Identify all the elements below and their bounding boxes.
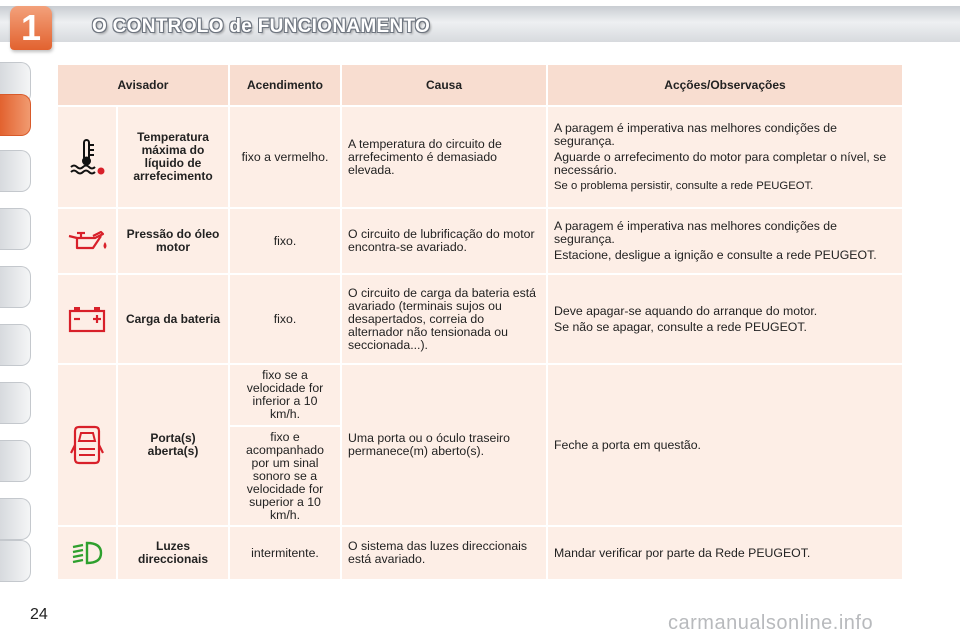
action-text: A paragem é imperativa nas melhores condições de segurança. bbox=[554, 219, 837, 246]
lighting-state: fixo. bbox=[230, 209, 340, 273]
warning-name: Pressão do óleo motor bbox=[118, 209, 228, 273]
side-tab[interactable] bbox=[0, 540, 31, 582]
column-header-accoes: Acções/Observações bbox=[548, 65, 902, 105]
chapter-number-badge: 1 bbox=[10, 6, 52, 50]
chapter-side-tabs bbox=[0, 62, 36, 582]
action-text: Estacione, desligue a ignição e consulte a rede PEUGEOT. bbox=[554, 248, 877, 262]
side-tab[interactable] bbox=[0, 498, 31, 540]
warning-name: Temperatura máxima do líquido de arrefecimento bbox=[118, 107, 228, 207]
door-open-icon bbox=[58, 365, 116, 525]
action-text: A paragem é imperativa nas melhores condições de segurança. bbox=[554, 120, 837, 148]
table-row bbox=[58, 209, 902, 273]
table-row bbox=[58, 527, 902, 579]
column-header-acendimento: Acendimento bbox=[230, 65, 340, 105]
action-text: Feche a porta em questão. bbox=[554, 437, 701, 452]
action-text: Se o problema persistir, consulte a rede PEUGEOT. bbox=[554, 179, 814, 192]
warning-name: Porta(s) aberta(s) bbox=[118, 365, 228, 525]
warning-lights-table bbox=[56, 63, 904, 581]
action-text: Deve apagar-se aquando do arranque do motor. bbox=[554, 303, 818, 318]
side-tab[interactable] bbox=[0, 266, 31, 308]
side-tab[interactable] bbox=[0, 324, 31, 366]
warning-name: Luzes direccionais bbox=[118, 527, 228, 579]
cause-text: O sistema das luzes direccionais está avariado. bbox=[342, 527, 546, 579]
action-text: Se não se apagar, consulte a rede PEUGEOT. bbox=[554, 319, 807, 334]
actions-cell bbox=[548, 275, 902, 363]
oil-pressure-icon bbox=[58, 209, 116, 273]
battery-icon bbox=[58, 275, 116, 363]
side-tab[interactable] bbox=[0, 440, 31, 482]
side-tab[interactable] bbox=[0, 382, 31, 424]
page-number: 24 bbox=[30, 606, 48, 623]
cause-text: O circuito de lubrificação do motor encontra-se avariado. bbox=[342, 209, 546, 273]
actions-cell bbox=[548, 365, 902, 525]
lighting-state: fixo se a velocidade for inferior a 10 km/h. bbox=[230, 365, 340, 425]
lighting-state-secondary: fixo e acompanhado por um sinal sonoro se a velocidade for superior a 10 km/h. bbox=[230, 427, 340, 525]
lighting-state: fixo a vermelho. bbox=[230, 107, 340, 207]
cause-text: A temperatura do circuito de arrefecimento é demasiado elevada. bbox=[342, 107, 546, 207]
cause-text: O circuito de carga da bateria está avariado (terminais sujos ou desapertados, correia do alternador não tensionada ou seccionada...). bbox=[342, 275, 546, 363]
actions-cell bbox=[548, 107, 902, 207]
table-row bbox=[58, 275, 902, 363]
page-title: O CONTROLO de FUNCIONAMENTO bbox=[92, 16, 431, 37]
action-text: Mandar verificar por parte da Rede PEUGEOT. bbox=[554, 545, 811, 560]
page-header bbox=[0, 0, 960, 50]
side-tab[interactable] bbox=[0, 150, 31, 192]
column-header-causa: Causa bbox=[342, 65, 546, 105]
side-tab[interactable] bbox=[0, 208, 31, 250]
table-header-row bbox=[58, 65, 902, 105]
side-tab-active[interactable] bbox=[0, 94, 31, 136]
indicator-lights-icon bbox=[58, 527, 116, 579]
actions-cell bbox=[548, 209, 902, 273]
table-row bbox=[58, 365, 902, 425]
warning-name: Carga da bateria bbox=[118, 275, 228, 363]
action-text: Aguarde o arrefecimento do motor para completar o nível, se necessário. bbox=[554, 149, 887, 177]
actions-cell bbox=[548, 527, 902, 579]
watermark-text: carmanualsonline.info bbox=[668, 612, 874, 634]
lighting-state: fixo. bbox=[230, 275, 340, 363]
cause-text: Uma porta ou o óculo traseiro permanece(m) aberto(s). bbox=[342, 365, 546, 525]
coolant-temperature-icon bbox=[58, 107, 116, 207]
table-row bbox=[58, 107, 902, 207]
lighting-state: intermitente. bbox=[230, 527, 340, 579]
column-header-avisador: Avisador bbox=[58, 65, 228, 105]
